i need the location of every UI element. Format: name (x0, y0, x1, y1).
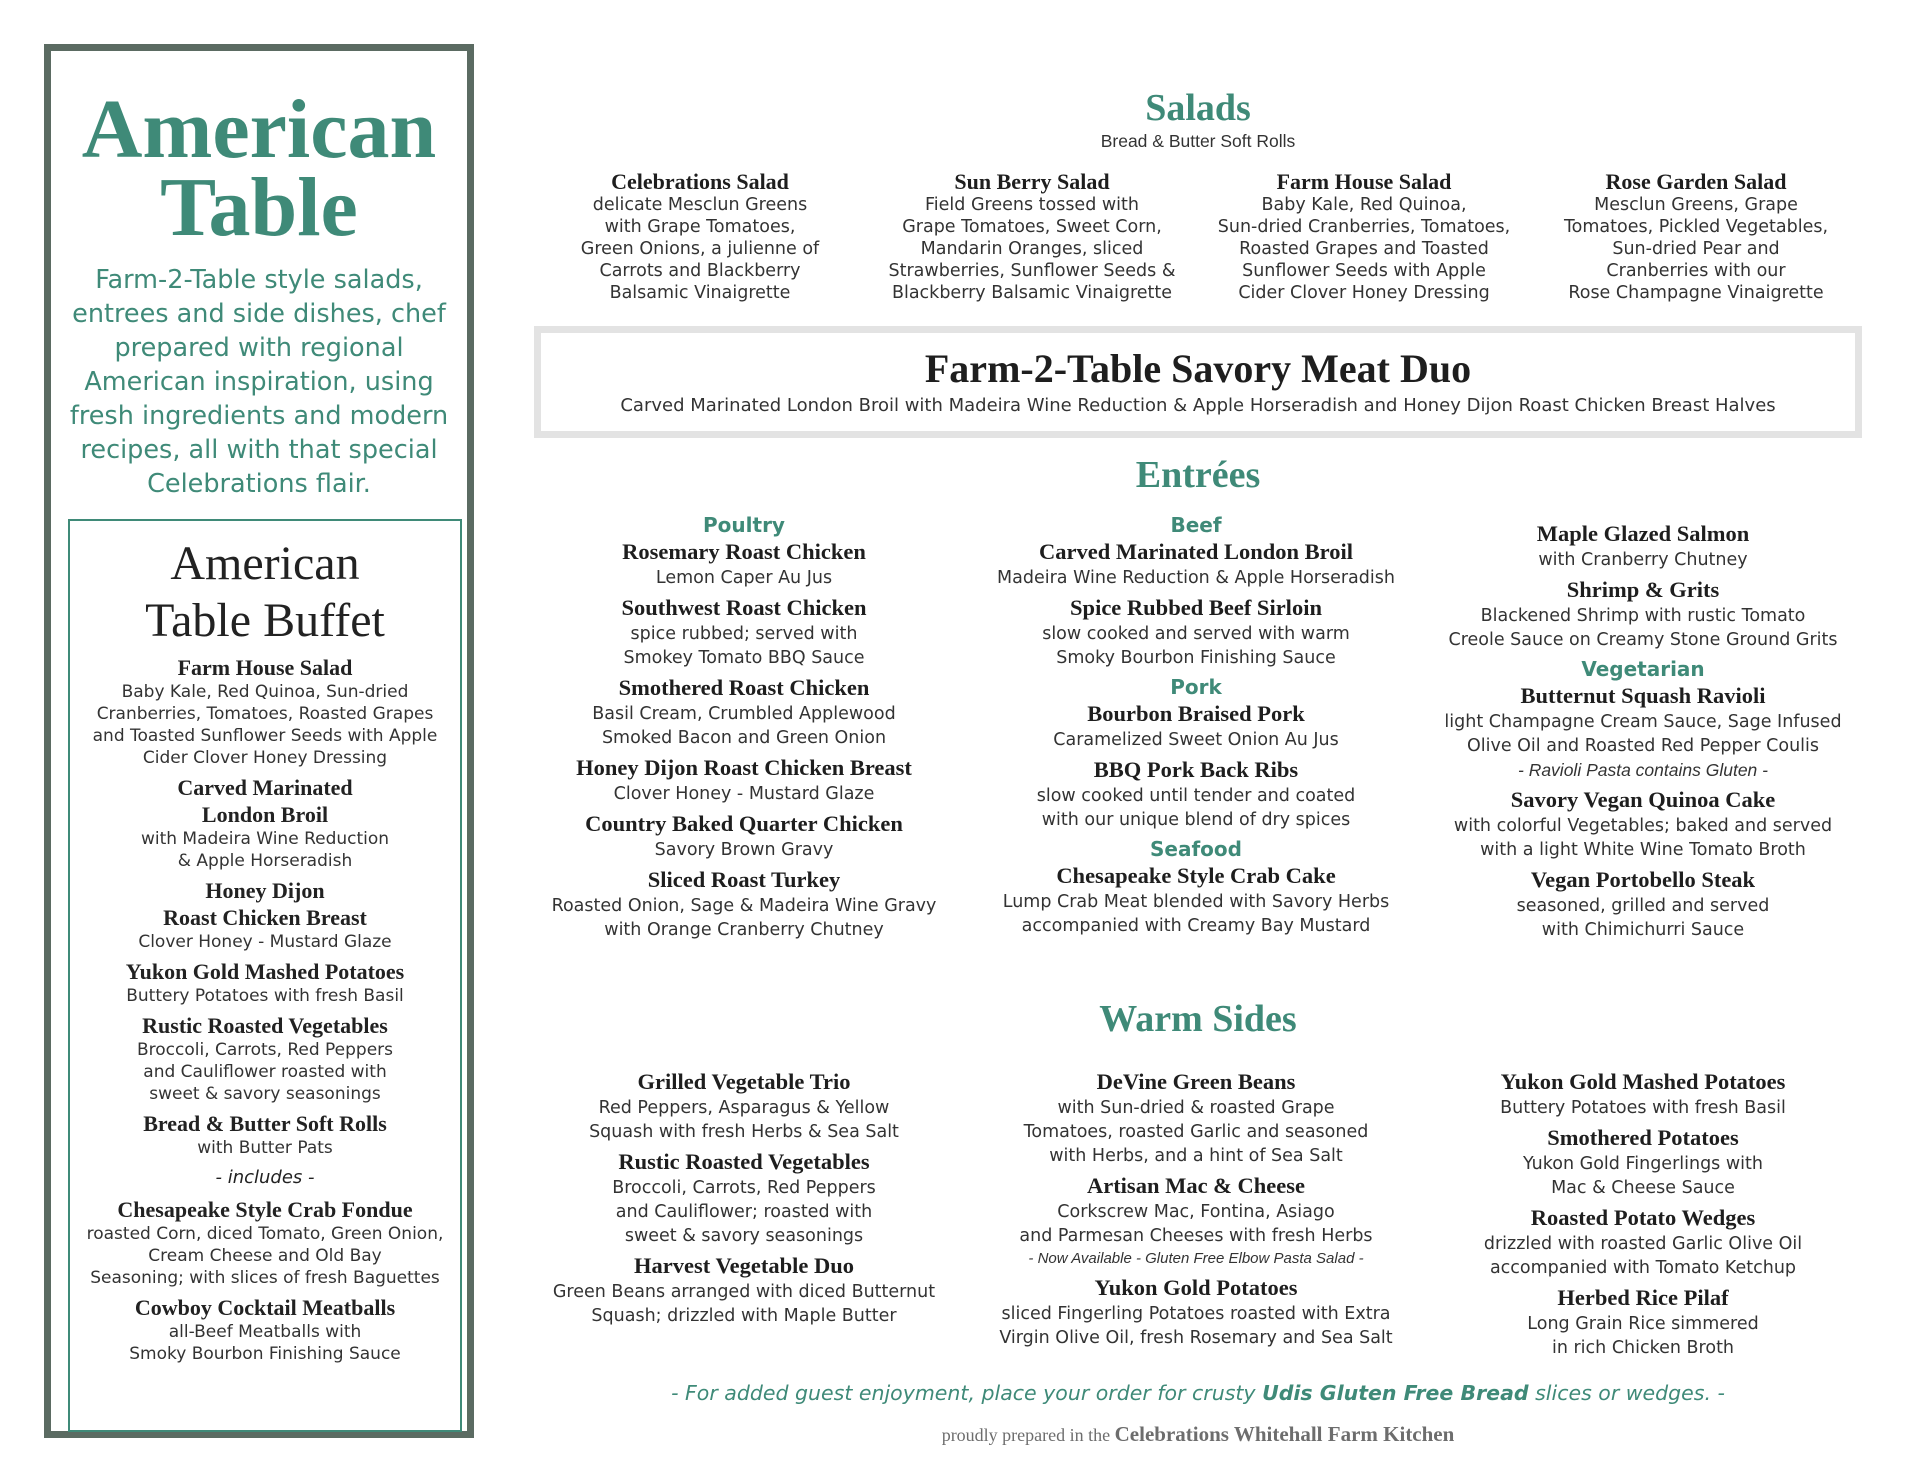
buffet-item (70, 1110, 460, 1159)
salad-name: Farm House Salad (1276, 169, 1452, 194)
buffet-item (70, 774, 460, 872)
menu-item-desc: with Sun-dried & roasted Grape (1057, 1098, 1335, 1118)
gluten-free-bread: Udis Gluten Free Bread (1262, 1381, 1529, 1405)
meat-duo-desc: Carved Marinated London Broil with Madeira Wine Reduction & Apple Horseradish and Honey Dijon Roast Chicken Breast Halves (620, 395, 1776, 416)
menu-item-name: Spice Rubbed Beef Sirloin (1070, 595, 1322, 620)
menu-item-desc: Long Grain Rice simmered (1527, 1314, 1759, 1334)
category-heading: Seafood (1150, 837, 1242, 861)
menu-item (1428, 576, 1858, 652)
buffet-item-desc: with Butter Pats (197, 1138, 333, 1158)
menu-item-name: Grilled Vegetable Trio (637, 1069, 851, 1094)
menu-item-name: Roasted Potato Wedges (1530, 1205, 1756, 1230)
menu-item (534, 754, 954, 806)
salad-desc: Grape Tomatoes, Sweet Corn, (902, 217, 1162, 237)
buffet-item (70, 877, 460, 953)
buffet-title-line2: Table Buffet (145, 594, 385, 647)
buffet-item-name: Yukon Gold Mashed Potatoes (125, 959, 405, 984)
menu-item (534, 866, 954, 942)
buffet-box (68, 519, 462, 1432)
menu-item-name: Southwest Roast Chicken (621, 595, 867, 620)
salad-desc: Mesclun Greens, Grape (1594, 195, 1798, 215)
menu-item-name: Maple Glazed Salmon (1536, 521, 1750, 546)
buffet-item-name: Honey Dijon (205, 878, 325, 903)
salad-desc: Balsamic Vinaigrette (609, 283, 791, 303)
menu-item-desc: Clover Honey - Mustard Glaze (613, 784, 875, 804)
menu-item-desc: with Herbs, and a hint of Sea Salt (1049, 1146, 1343, 1166)
menu-item-name: Carved Marinated London Broil (1039, 539, 1353, 564)
menu-item-desc: Squash with fresh Herbs & Sea Salt (589, 1122, 899, 1142)
menu-item (534, 810, 954, 862)
menu-item-desc: with a light White Wine Tomato Broth (1480, 840, 1806, 860)
menu-item-desc: Green Beans arranged with diced Butternut (552, 1282, 936, 1302)
buffet-item (70, 1294, 460, 1365)
menu-item (534, 594, 954, 670)
menu-item-desc: with colorful Vegetables; baked and served (1453, 816, 1833, 836)
menu-item-name: Rosemary Roast Chicken (622, 539, 866, 564)
menu-item (534, 1252, 954, 1328)
menu-item-desc: slow cooked and served with warm (1042, 624, 1350, 644)
buffet-item-name: Rustic Roasted Vegetables (142, 1013, 388, 1038)
salad-item (534, 170, 866, 304)
menu-item (978, 1274, 1414, 1350)
menu-item (978, 538, 1414, 590)
menu-item-desc: Lemon Caper Au Jus (655, 568, 833, 588)
salad-desc: Sunflower Seeds with Apple (1242, 261, 1486, 281)
menu-item-desc: slow cooked until tender and coated (1036, 786, 1356, 806)
salad-desc: Rose Champagne Vinaigrette (1568, 283, 1824, 303)
menu-item-name: Chesapeake Style Crab Cake (1056, 863, 1336, 888)
buffet-item (70, 654, 460, 769)
category-heading: Beef (1170, 513, 1222, 537)
menu-item-desc: Yukon Gold Fingerlings with (1523, 1154, 1763, 1174)
menu-item-name: BBQ Pork Back Ribs (1093, 757, 1299, 782)
sides-column-2 (978, 1068, 1414, 1354)
menu-item-desc: Basil Cream, Crumbled Applewood (592, 704, 896, 724)
buffet-item-name: Roast Chicken Breast (163, 905, 367, 930)
menu-item-desc: light Champagne Cream Sauce, Sage Infused (1444, 712, 1842, 732)
salad-item (1198, 170, 1530, 304)
menu-item-desc: spice rubbed; served with (630, 624, 858, 644)
menu-item-name: Rustic Roasted Vegetables (618, 1149, 870, 1174)
menu-item (1428, 1124, 1858, 1200)
salad-name: Sun Berry Salad (954, 169, 1110, 194)
menu-item-desc: Mac & Cheese Sauce (1551, 1178, 1735, 1198)
gluten-free-note-prefix: - For added guest enjoyment, place your order for crusty (671, 1381, 1263, 1405)
left-panel (44, 44, 474, 1438)
category-heading: Pork (1170, 675, 1222, 699)
menu-item-desc: Roasted Onion, Sage & Madeira Wine Gravy (551, 896, 937, 916)
buffet-item-desc: roasted Corn, diced Tomato, Green Onion, (86, 1224, 444, 1244)
menu-item (534, 1148, 954, 1248)
menu-item (978, 700, 1414, 752)
brand-title-line1: American (81, 83, 437, 176)
salad-desc: Sun-dried Cranberries, Tomatoes, (1217, 217, 1511, 237)
menu-item-name: Shrimp & Grits (1566, 577, 1720, 602)
menu-item-desc: Red Peppers, Asparagus & Yellow (598, 1098, 890, 1118)
menu-item (1428, 682, 1858, 782)
salad-desc: Mandarin Oranges, sliced (920, 239, 1144, 259)
menu-item-desc: sweet & savory seasonings (624, 1226, 864, 1246)
menu-item-desc: Creole Sauce on Creamy Stone Ground Grits (1448, 630, 1838, 650)
entrees-column-poultry (534, 512, 954, 946)
salad-desc: delicate Mesclun Greens (592, 195, 808, 215)
menu-item-name: Yukon Gold Potatoes (1094, 1275, 1298, 1300)
menu-item-name: Vegan Portobello Steak (1530, 867, 1756, 892)
salads-subtitle: Bread & Butter Soft Rolls (1100, 131, 1296, 151)
buffet-extras (70, 1196, 460, 1365)
menu-item-desc: and Cauliflower; roasted with (615, 1202, 873, 1222)
menu-item-name: Smothered Potatoes (1547, 1125, 1739, 1150)
salad-desc: Field Greens tossed with (925, 195, 1139, 215)
buffet-item-desc: with Madeira Wine Reduction (140, 829, 390, 849)
buffet-item-desc: and Toasted Sunflower Seeds with Apple (92, 726, 438, 746)
buffet-item-desc: & Apple Horseradish (177, 851, 353, 871)
buffet-item-desc: Buttery Potatoes with fresh Basil (126, 986, 404, 1006)
menu-item-desc: drizzled with roasted Garlic Olive Oil (1483, 1234, 1803, 1254)
menu-item-desc: Blackened Shrimp with rustic Tomato (1480, 606, 1806, 626)
menu-item-desc: in rich Chicken Broth (1551, 1338, 1735, 1358)
menu-item-desc: Corkscrew Mac, Fontina, Asiago (1057, 1202, 1335, 1222)
menu-item (978, 756, 1414, 832)
buffet-item-desc: Cider Clover Honey Dressing (142, 748, 388, 768)
salad-item (866, 170, 1198, 304)
menu-item-name: Butternut Squash Ravioli (1520, 683, 1766, 708)
buffet-item-desc: Seasoning; with slices of fresh Baguettes (90, 1268, 440, 1288)
sides-column-1 (534, 1068, 954, 1332)
menu-item (1428, 786, 1858, 862)
menu-item (978, 594, 1414, 670)
menu-item-desc: Caramelized Sweet Onion Au Jus (1053, 730, 1339, 750)
salad-desc: Blackberry Balsamic Vinaigrette (891, 283, 1173, 303)
buffet-item-name: Cowboy Cocktail Meatballs (134, 1295, 396, 1320)
warm-sides-title: Warm Sides (1099, 998, 1297, 1040)
menu-item-desc: seasoned, grilled and served (1516, 896, 1770, 916)
menu-item (1428, 1284, 1858, 1360)
entrees-column-seafood-vegetarian (1428, 520, 1858, 946)
menu-item-desc: accompanied with Creamy Bay Mustard (1021, 916, 1371, 936)
buffet-item-desc: sweet & savory seasonings (149, 1084, 381, 1104)
menu-item (978, 1172, 1414, 1270)
salad-name: Celebrations Salad (611, 169, 789, 194)
buffet-item (70, 1012, 460, 1105)
brand-title (51, 83, 467, 254)
salad-desc: Sun-dried Pear and (1612, 239, 1780, 259)
menu-item-name: Honey Dijon Roast Chicken Breast (576, 755, 912, 780)
salad-desc: Cranberries with our (1606, 261, 1786, 281)
menu-item-name: Yukon Gold Mashed Potatoes (1500, 1069, 1786, 1094)
sides-column-3 (1428, 1068, 1858, 1364)
menu-item-desc: Olive Oil and Roasted Red Pepper Coulis (1466, 736, 1820, 756)
gluten-note: - Ravioli Pasta contains Gluten - (1518, 760, 1768, 780)
menu-item-name: DeVine Green Beans (1096, 1069, 1296, 1094)
menu-item-desc: Virgin Olive Oil, fresh Rosemary and Sea Salt (999, 1328, 1393, 1348)
menu-item-desc: Smoky Bourbon Finishing Sauce (1056, 648, 1336, 668)
gluten-free-note-small: - Now Available - Gluten Free Elbow Pasta Salad - (1028, 1250, 1364, 1267)
meat-duo-box (534, 326, 1862, 438)
buffet-item-name: Carved Marinated (177, 775, 353, 800)
menu-item-desc: sliced Fingerling Potatoes roasted with Extra (1001, 1304, 1391, 1324)
salad-desc: Cider Clover Honey Dressing (1238, 283, 1490, 303)
salad-desc: Strawberries, Sunflower Seeds & (888, 261, 1176, 281)
buffet-item (70, 958, 460, 1007)
salad-desc: with Grape Tomatoes, (604, 217, 796, 237)
salads-title: Salads (1145, 87, 1251, 129)
brand-title-line2: Table (160, 161, 358, 254)
menu-item-name: Bourbon Braised Pork (1087, 701, 1305, 726)
menu-item (1428, 1068, 1858, 1120)
salad-desc: Roasted Grapes and Toasted (1239, 239, 1489, 259)
buffet-title (70, 535, 460, 649)
buffet-item-desc: Cream Cheese and Old Bay (148, 1246, 382, 1266)
gluten-free-note (534, 1378, 1862, 1408)
menu-item-desc: with Cranberry Chutney (1538, 550, 1748, 570)
menu-item-desc: Savory Brown Gravy (654, 840, 834, 860)
meat-duo-title: Farm-2-Table Savory Meat Duo (924, 346, 1472, 391)
menu-item-name: Sliced Roast Turkey (647, 867, 841, 892)
menu-item-desc: accompanied with Tomato Ketchup (1489, 1258, 1797, 1278)
buffet-item-name: Chesapeake Style Crab Fondue (117, 1197, 413, 1222)
buffet-item-desc: Smoky Bourbon Finishing Sauce (129, 1344, 401, 1364)
menu-item-desc: and Parmesan Cheeses with fresh Herbs (1019, 1226, 1373, 1246)
buffet-item-name: Bread & Butter Soft Rolls (143, 1111, 387, 1136)
buffet-item-desc: all-Beef Meatballs with (168, 1322, 362, 1342)
menu-item-desc: with Chimichurri Sauce (1541, 920, 1745, 940)
category-heading: Vegetarian (1581, 657, 1705, 681)
buffet-items (70, 654, 460, 1159)
buffet-item (70, 1196, 460, 1289)
menu-item-desc: with Orange Cranberry Chutney (604, 920, 884, 940)
footer (534, 1420, 1862, 1449)
menu-item-name: Herbed Rice Pilaf (1557, 1285, 1729, 1310)
buffet-item-name: Farm House Salad (177, 655, 353, 680)
menu-item (978, 862, 1414, 938)
menu-item-desc: Squash; drizzled with Maple Butter (591, 1306, 897, 1326)
menu-item-name: Artisan Mac & Cheese (1086, 1173, 1306, 1198)
menu-item-desc: Lump Crab Meat blended with Savory Herbs (1002, 892, 1390, 912)
menu-item (1428, 1204, 1858, 1280)
buffet-title-line1: American (170, 537, 360, 590)
menu-item (534, 674, 954, 750)
menu-item (534, 1068, 954, 1144)
footer-prefix: proudly prepared in the (941, 1425, 1115, 1445)
buffet-item-desc: Clover Honey - Mustard Glaze (138, 932, 392, 952)
menu-item-desc: Madeira Wine Reduction & Apple Horseradish (997, 568, 1395, 588)
salads-row (534, 170, 1862, 304)
menu-item-name: Country Baked Quarter Chicken (585, 811, 903, 836)
buffet-item-name: London Broil (201, 802, 329, 827)
menu-item-desc: Smoked Bacon and Green Onion (601, 728, 887, 748)
category-heading: Poultry (703, 513, 785, 537)
gluten-free-note-suffix: slices or wedges. - (1528, 1381, 1725, 1405)
brand-tagline: Farm-2-Table style salads, entrees and side dishes, chef prepared with regional American inspiration, using fresh ingredients and modern recipes, all with that special Celebrations flair. (69, 265, 449, 499)
entrees-column-beef-pork-seafood (978, 512, 1414, 942)
entrees-title: Entrées (1135, 454, 1261, 496)
salad-name: Rose Garden Salad (1605, 169, 1787, 194)
salad-desc: Baby Kale, Red Quinoa, (1261, 195, 1467, 215)
buffet-includes: - includes - (215, 1167, 315, 1188)
buffet-item-desc: Cranberries, Tomatoes, Roasted Grapes (96, 704, 434, 724)
footer-kitchen: Celebrations Whitehall Farm Kitchen (1114, 1422, 1455, 1446)
buffet-item-desc: Broccoli, Carrots, Red Peppers (136, 1040, 394, 1060)
menu-item-name: Smothered Roast Chicken (618, 675, 870, 700)
menu-item (978, 1068, 1414, 1168)
salad-desc: Green Onions, a julienne of (580, 239, 820, 259)
salad-desc: Tomatoes, Pickled Vegetables, (1563, 217, 1829, 237)
menu-item-desc: with our unique blend of dry spices (1041, 810, 1351, 830)
menu-item (1428, 520, 1858, 572)
menu-item-name: Savory Vegan Quinoa Cake (1510, 787, 1776, 812)
menu-item-desc: Buttery Potatoes with fresh Basil (1500, 1098, 1786, 1118)
menu-item-name: Harvest Vegetable Duo (634, 1253, 854, 1278)
menu-item-desc: Tomatoes, roasted Garlic and seasoned (1023, 1122, 1369, 1142)
buffet-item-desc: and Cauliflower roasted with (143, 1062, 387, 1082)
menu-item (1428, 866, 1858, 942)
menu-item (534, 538, 954, 590)
menu-item-desc: Smokey Tomato BBQ Sauce (623, 648, 865, 668)
salad-desc: Carrots and Blackberry (599, 261, 801, 281)
menu-item-desc: Broccoli, Carrots, Red Peppers (612, 1178, 876, 1198)
salad-item (1530, 170, 1862, 304)
buffet-item-desc: Baby Kale, Red Quinoa, Sun-dried (121, 682, 409, 702)
